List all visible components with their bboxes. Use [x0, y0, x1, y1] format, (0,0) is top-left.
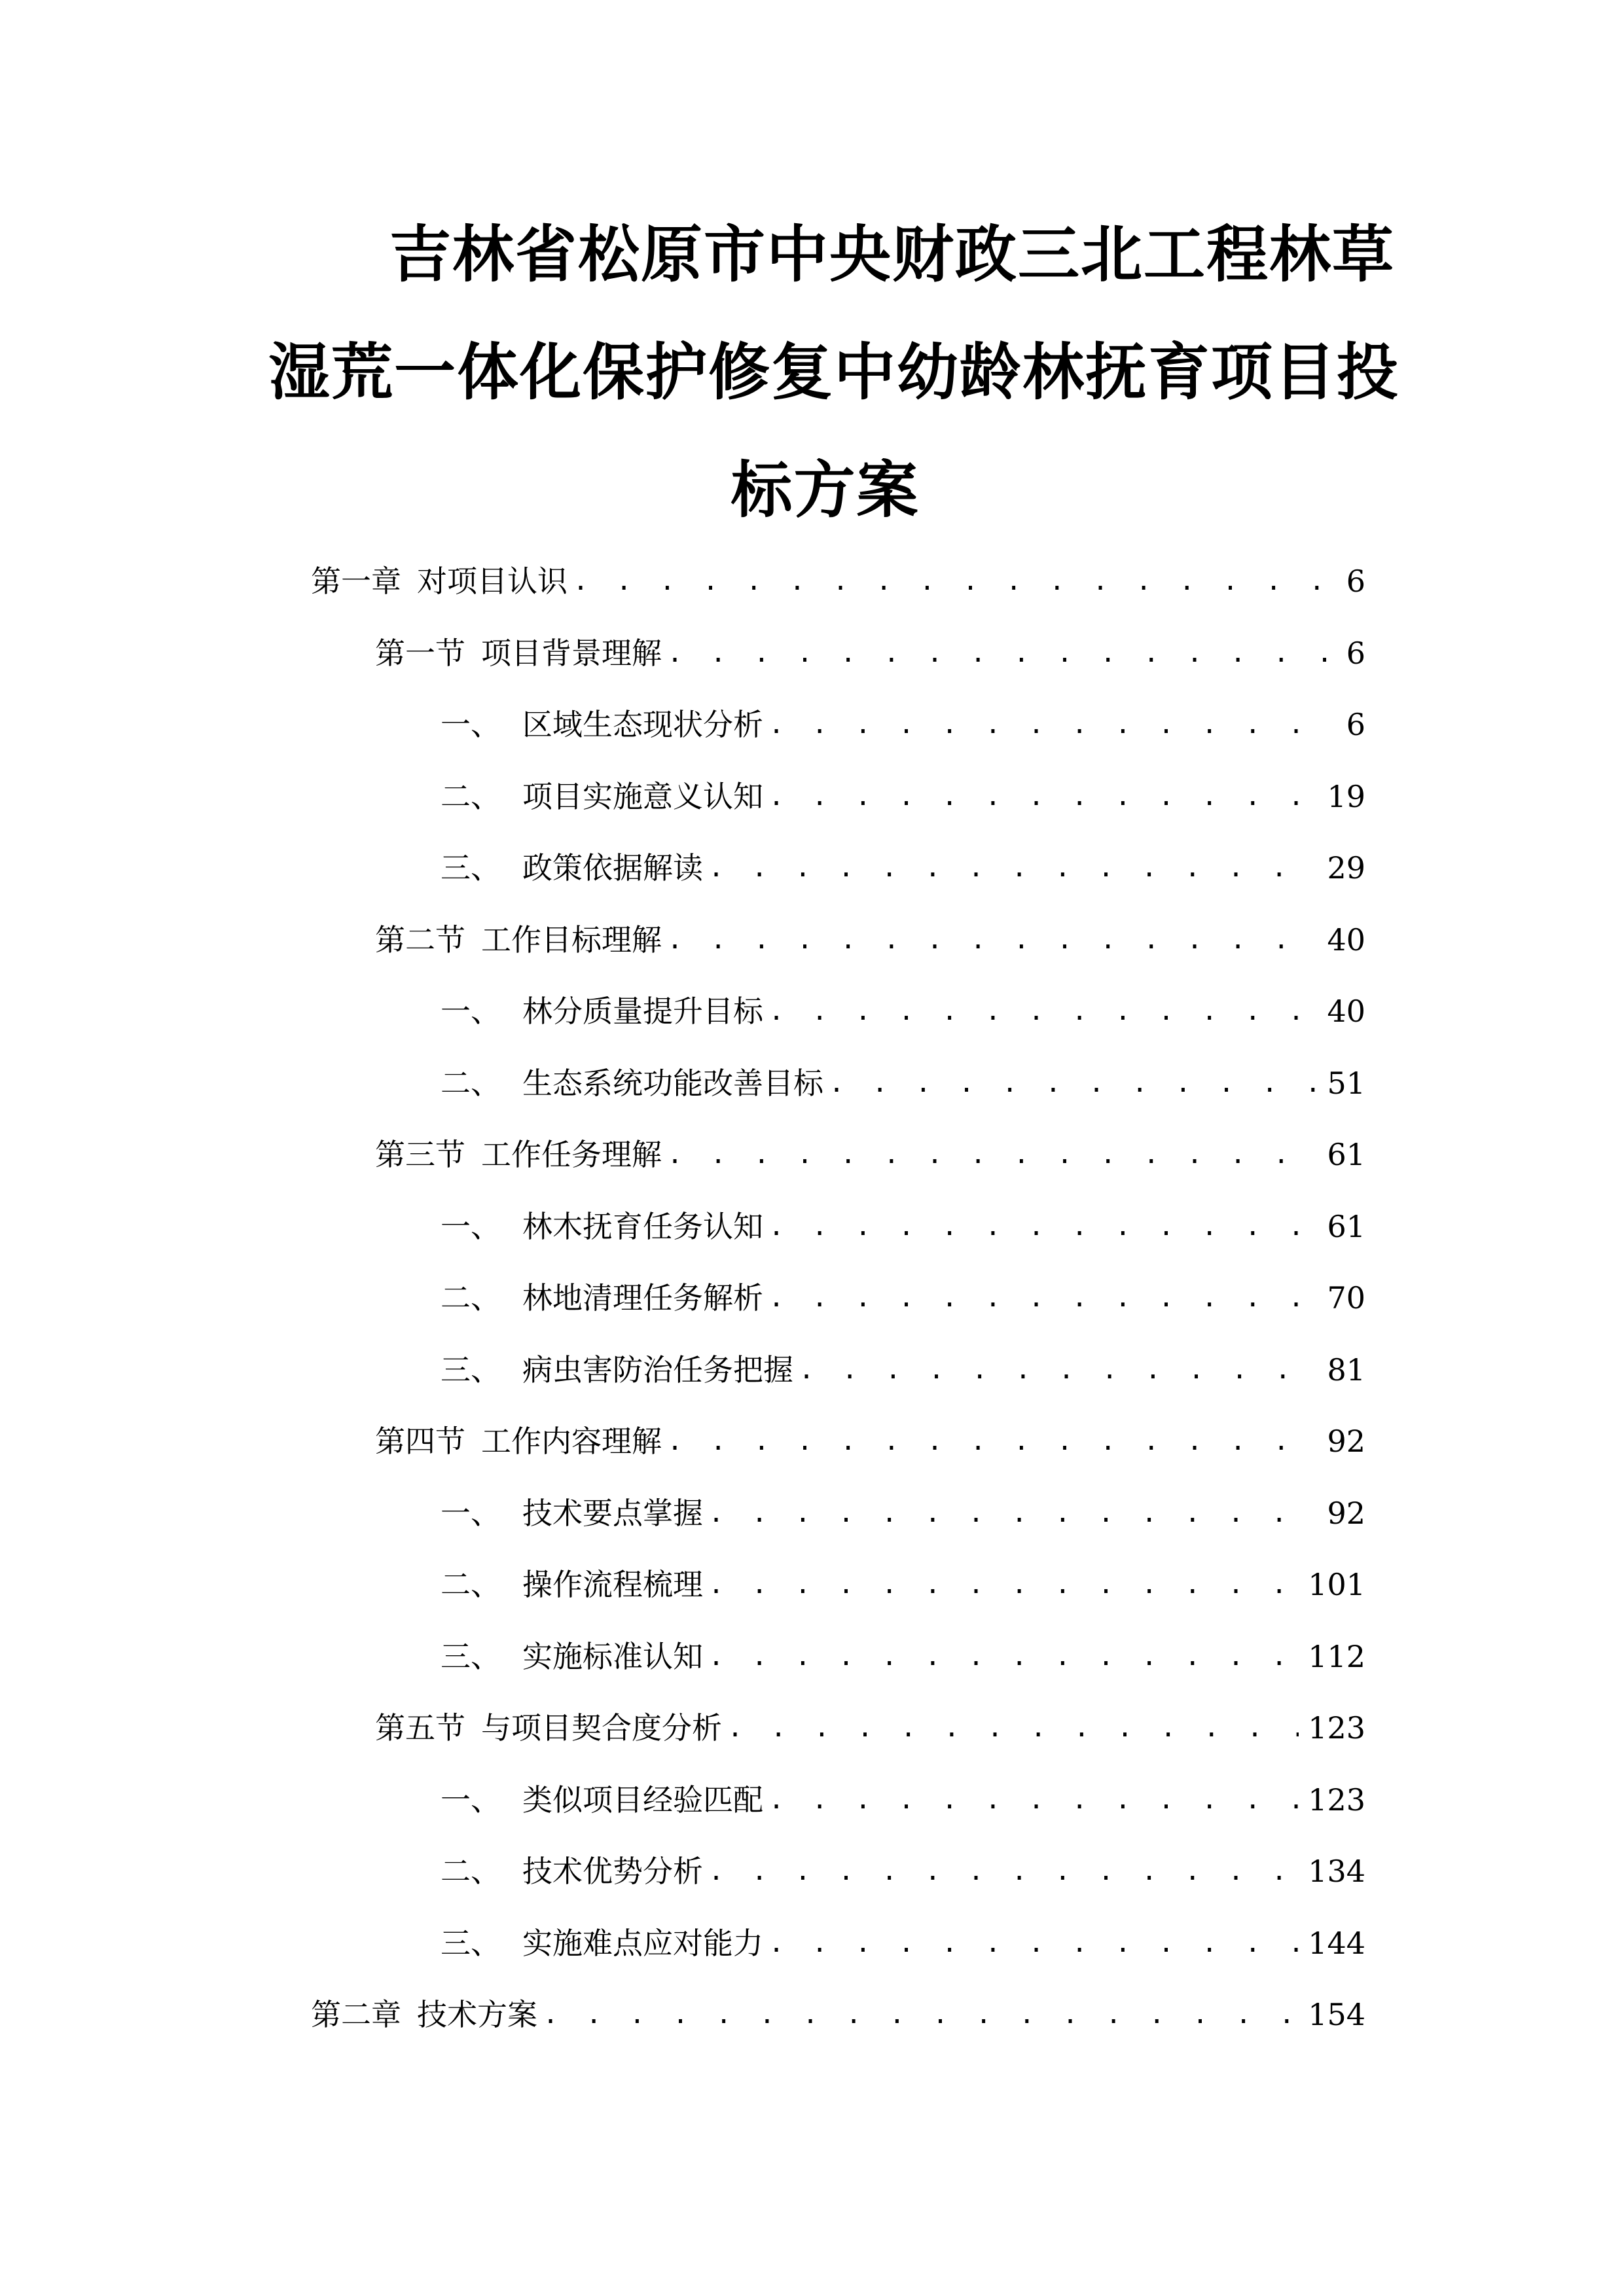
toc-page-number: 92	[1327, 1424, 1365, 1459]
toc-page-number: 61	[1327, 1209, 1365, 1244]
toc-entry-number: 三、	[441, 1352, 501, 1388]
toc-page-number: 154	[1308, 1997, 1365, 2032]
toc-entry-number: 一、	[441, 1782, 501, 1818]
toc-dot-leader	[708, 836, 1318, 899]
toc-page-number: 40	[1327, 922, 1365, 958]
toc-entry[interactable]	[441, 1338, 1365, 1401]
toc-dot-leader	[708, 1553, 1299, 1616]
toc-entry-number: 第一章	[311, 564, 401, 599]
toc-page-number: 144	[1308, 1926, 1365, 1961]
toc-dot-leader	[768, 765, 1318, 828]
toc-page-number: 123	[1308, 1710, 1365, 1746]
toc-entry-label: 病虫害防治任务把握	[522, 1352, 793, 1388]
toc-entry[interactable]	[311, 1983, 1365, 2046]
toc-entry-number: 第一节	[375, 636, 465, 671]
toc-entry[interactable]	[441, 693, 1365, 756]
toc-entry-label: 林木抚育任务认知	[522, 1209, 763, 1244]
toc-entry-label: 项目实施意义认知	[522, 779, 763, 814]
toc-entry-number: 一、	[441, 1209, 501, 1244]
toc-page-number: 61	[1327, 1137, 1365, 1172]
toc-entry-label: 工作任务理解	[481, 1137, 662, 1172]
toc-entry[interactable]	[441, 1052, 1365, 1115]
toc-dot-leader	[799, 1338, 1318, 1401]
toc-entry-label: 技术方案	[417, 1997, 537, 2032]
toc-entry-number: 第三节	[375, 1137, 465, 1172]
toc-entry-label: 实施标准认知	[522, 1639, 703, 1674]
toc-entry-number: 一、	[441, 994, 501, 1029]
toc-entry-label: 与项目契合度分析	[481, 1710, 722, 1746]
toc-entry[interactable]	[375, 908, 1365, 971]
toc-dot-leader	[708, 1625, 1299, 1688]
toc-entry[interactable]	[375, 622, 1365, 685]
toc-page-number: 134	[1308, 1854, 1365, 1889]
toc-entry[interactable]	[441, 980, 1365, 1043]
toc-dot-leader	[667, 1410, 1318, 1473]
toc-entry[interactable]	[375, 1410, 1365, 1473]
toc-entry-number: 第四节	[375, 1424, 465, 1459]
toc-dot-leader	[727, 1696, 1299, 1759]
toc-entry[interactable]	[441, 1553, 1365, 1616]
toc-entry[interactable]	[441, 1768, 1365, 1831]
toc-dot-leader	[708, 1482, 1318, 1545]
title-line-3: 标方案	[731, 455, 920, 526]
toc-dot-leader	[829, 1052, 1318, 1115]
toc-page-number: 6	[1346, 636, 1365, 671]
toc-entry-number: 二、	[441, 1567, 501, 1602]
toc-entry[interactable]	[441, 1625, 1365, 1688]
toc-dot-leader	[573, 550, 1330, 613]
toc-entry-number: 第二节	[375, 922, 465, 958]
toc-entry[interactable]	[441, 1912, 1365, 1975]
toc-entry-label: 技术要点掌握	[522, 1496, 703, 1531]
toc-entry-label: 林地清理任务解析	[522, 1280, 763, 1316]
toc-entry[interactable]	[375, 1696, 1365, 1759]
toc-entry-label: 操作流程梳理	[522, 1567, 703, 1602]
toc-entry-number: 三、	[441, 1926, 501, 1961]
toc-dot-leader	[768, 1912, 1299, 1975]
toc-entry-label: 林分质量提升目标	[522, 994, 763, 1029]
toc-entry[interactable]	[441, 1840, 1365, 1903]
toc-dot-leader	[667, 622, 1330, 685]
toc-entry-label: 生态系统功能改善目标	[522, 1066, 823, 1101]
toc-entry-number: 二、	[441, 1280, 501, 1316]
toc-entry-number: 第二章	[311, 1997, 401, 2032]
toc-page-number: 123	[1308, 1782, 1365, 1818]
toc-dot-leader	[768, 980, 1318, 1043]
toc-entry-number: 一、	[441, 707, 501, 742]
toc-page-number: 81	[1327, 1352, 1365, 1388]
toc-entry-number: 二、	[441, 1854, 501, 1889]
toc-page-number: 40	[1327, 994, 1365, 1029]
toc-dot-leader	[667, 908, 1318, 971]
toc-entry-label: 对项目认识	[417, 564, 568, 599]
document-title	[0, 196, 1624, 550]
toc-entry-label: 项目背景理解	[481, 636, 662, 671]
toc-dot-leader	[667, 1123, 1318, 1186]
title-line-1: 吉林省松原市中央财政三北工程林草	[389, 219, 1396, 291]
toc-page-number: 112	[1308, 1639, 1365, 1674]
toc-entry-label: 技术优势分析	[522, 1854, 703, 1889]
toc-page-number: 51	[1327, 1066, 1365, 1101]
toc-entry-number: 一、	[441, 1496, 501, 1531]
toc-dot-leader	[768, 1266, 1318, 1329]
toc-entry[interactable]	[441, 1195, 1365, 1258]
toc-entry-number: 第五节	[375, 1710, 465, 1746]
toc-page-number: 6	[1346, 707, 1365, 742]
toc-page-number: 19	[1327, 779, 1365, 814]
toc-page-number: 101	[1308, 1567, 1365, 1602]
toc-page-number: 92	[1327, 1496, 1365, 1531]
toc-entry[interactable]	[441, 765, 1365, 828]
toc-entry-number: 三、	[441, 1639, 501, 1674]
toc-dot-leader	[543, 1983, 1299, 2046]
title-line-2: 湿荒一体化保护修复中幼龄林抚育项目投	[268, 337, 1400, 408]
toc-entry-number: 二、	[441, 779, 501, 814]
toc-entry-label: 工作内容理解	[481, 1424, 662, 1459]
toc-entry[interactable]	[441, 836, 1365, 899]
toc-entry-label: 工作目标理解	[481, 922, 662, 958]
toc-entry[interactable]	[311, 550, 1365, 613]
toc-entry-label: 政策依据解读	[522, 850, 703, 886]
toc-entry[interactable]	[441, 1482, 1365, 1545]
toc-entry[interactable]	[375, 1123, 1365, 1186]
toc-page-number: 29	[1327, 850, 1365, 886]
toc-page-number: 6	[1346, 564, 1365, 599]
toc-entry-label: 类似项目经验匹配	[522, 1782, 763, 1818]
toc-dot-leader	[768, 1195, 1318, 1258]
toc-page-number: 70	[1327, 1280, 1365, 1316]
toc-dot-leader	[708, 1840, 1299, 1903]
toc-entry-number: 三、	[441, 850, 501, 886]
toc-entry-label: 区域生态现状分析	[522, 707, 763, 742]
toc-entry-label: 实施难点应对能力	[522, 1926, 763, 1961]
toc-entry-number: 二、	[441, 1066, 501, 1101]
toc-entry[interactable]	[441, 1266, 1365, 1329]
toc-dot-leader	[768, 1768, 1299, 1831]
toc-dot-leader	[768, 693, 1330, 756]
